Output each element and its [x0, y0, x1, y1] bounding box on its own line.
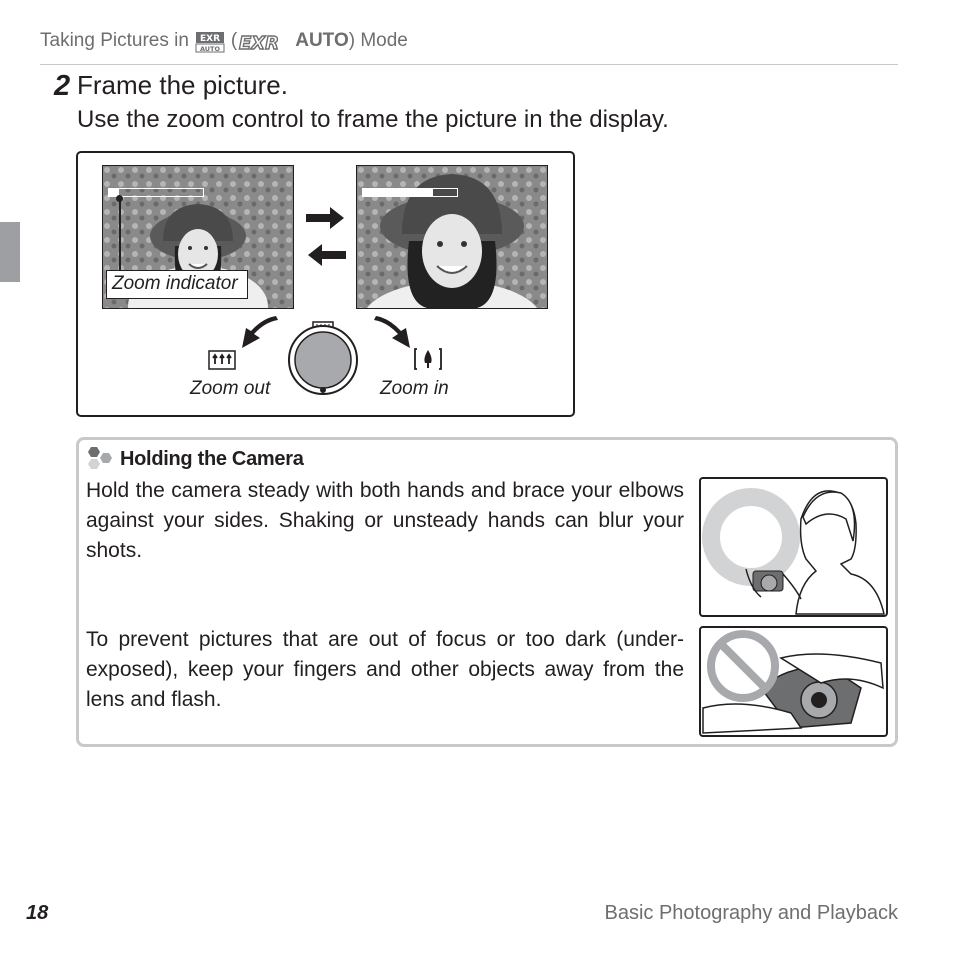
header-divider — [40, 64, 898, 65]
correct-hold-illustration — [699, 477, 888, 617]
zoom-in-label: Zoom in — [380, 378, 449, 399]
note-paragraph-2: To prevent pictures that are out of focus or too dark (under-exposed), keep your fingers and other objects away from the lens and flash. — [86, 628, 684, 711]
arrow-left-icon — [306, 244, 346, 271]
zoom-indicator-bar-tele — [362, 188, 458, 197]
header-suffix: ) Mode — [348, 30, 408, 51]
header-prefix: Taking Pictures in — [40, 30, 189, 51]
note-hexagon-icon — [86, 446, 116, 477]
zoom-in-arrow-icon — [372, 316, 412, 357]
incorrect-hold-illustration — [699, 626, 888, 737]
step-number: 2 — [54, 70, 71, 102]
zoom-out-label: Zoom out — [190, 378, 271, 399]
note-title: Holding the Camera — [120, 448, 304, 470]
header-auto-word: AUTO — [295, 30, 349, 51]
step-description: Use the zoom control to frame the picture in the display. — [77, 106, 669, 133]
step-title: Frame the picture. — [77, 70, 288, 100]
zoom-indicator-level-tele — [363, 189, 433, 196]
zoom-indicator-dot — [116, 195, 123, 202]
exr-logo-icon — [237, 31, 291, 53]
header-paren-open: ( — [230, 30, 238, 51]
zoom-control-dial — [286, 320, 360, 401]
zoom-indicator-leader — [119, 196, 121, 270]
svg-text:EXR: EXR — [239, 33, 280, 53]
svg-text:EXR: EXR — [199, 34, 220, 44]
zoom-out-arrow-icon — [240, 316, 280, 357]
svg-text:AUTO: AUTO — [199, 45, 220, 53]
tele-photo — [356, 165, 548, 309]
arrow-right-icon — [306, 207, 346, 234]
note-paragraph-1: Hold the camera steady with both hands and brace your elbows against your sides. Shaking or unsteady hands can blur your shots. — [86, 479, 684, 562]
wide-angle-icon — [208, 350, 236, 375]
footer-section-title: Basic Photography and Playback — [604, 902, 898, 924]
page-number: 18 — [26, 902, 49, 924]
chapter-side-tab — [0, 222, 20, 282]
exr-auto-mode-icon — [195, 31, 225, 53]
zoom-indicator-label: Zoom indicator — [106, 270, 248, 299]
telephoto-icon — [414, 348, 442, 375]
running-header — [40, 30, 408, 52]
